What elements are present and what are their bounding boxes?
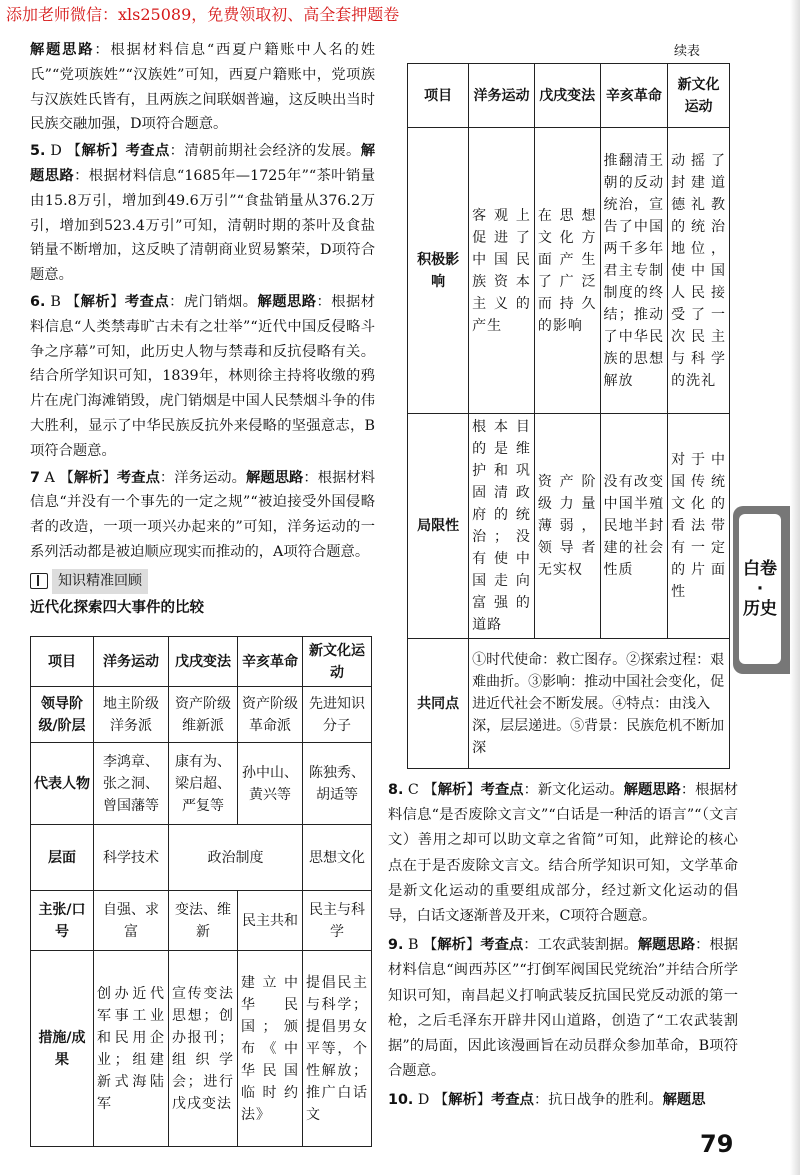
- table-cell: 地主阶级洋务派: [94, 687, 169, 743]
- row-label: 主张/口号: [31, 891, 94, 951]
- watermark-text: 添加老师微信：xls25089，免费领取初、高全套押题卷: [6, 5, 400, 24]
- comparison-table: [30, 636, 372, 1147]
- answer-7: 7 A 【解析】考查点：洋务运动。解题思路：根据材料信息“并没有一个事先的一定之规”“被迫接受外国侵略者的改造，一项一项兴办起来的”可知，洋务运动的一系列活动都是被迫顺应现实而推动的，A项符合题意。: [30, 469, 376, 560]
- row-label: 代表人物: [31, 743, 94, 825]
- answer-8: 8. C 【解析】考查点：新文化运动。解题思路：根据材料信息“是否废除文言文”“白话是一种活的语言”“（文言文）善用之却可以助文章之省简”可知，此辩论的核心点在于是否废除文言文。结合所学知识可知，文学革命是新文化运动的重要组成部分，经过新文化运动的倡导，白话文逐渐普及开来，C项符合题意。: [388, 782, 739, 925]
- table-header-cell: 辛亥革命: [238, 637, 303, 687]
- table-cell: 李鸿章、张之洞、曾国藩等: [94, 743, 169, 825]
- side-tab-line2: 历史: [743, 599, 777, 619]
- table-header-cell: 戊戌变法: [169, 637, 238, 687]
- table-cell: 提倡民主与科学；提倡男女平等，个性解放；推广白话文: [303, 951, 372, 1147]
- row-label: 积极影响: [408, 128, 469, 414]
- table-title: 近代化探索四大事件的比较: [30, 599, 204, 616]
- row-label: 领导阶级/阶层: [31, 687, 94, 743]
- continued-label: 续表: [673, 44, 700, 59]
- table-cell: ①时代使命：救亡图存。②探索过程：艰难曲折。③影响：推动中国社会变化，促进近代社会不断发展。④特点：由浅入深，层层递进。⑤背景：民族危机不断加深: [469, 639, 730, 769]
- section-header: [30, 569, 375, 594]
- row-label: 共同点: [408, 639, 469, 769]
- side-tab-line1: 白卷: [743, 559, 777, 579]
- table-cell: 没有改变中国半殖民地半封建的社会性质: [600, 414, 668, 639]
- table-cell: 宣传变法思想；创办报刊；组织学会；进行戊戌变法: [169, 951, 238, 1147]
- answer-6: 6. B 【解析】考查点：虎门销烟。解题思路：根据材料信息“人类禁毒旷古未有之壮举”“近代中国反侵略斗争之序幕”可知，此历史人物与禁毒和反抗侵略有关。结合所学知识可知，1839年，林则徐主持将收缴的鸦片在虎门海滩销毁，虎门销烟是中国人民禁烟斗争的伟大胜利，显示了中华民族反抗外来侵略的坚强意志，B项符合题意。: [30, 293, 376, 459]
- table-cell: 对于中国传统文化的看法带有一定的片面性: [668, 414, 730, 639]
- comparison-table-continued: [407, 63, 730, 769]
- table-cell: 根本目的是维护和巩固清政府的统治；没有使中国走向富强的道路: [469, 414, 535, 639]
- table-cell: 在思想文化方面产生了广泛而持久的影响: [534, 128, 600, 414]
- table-header-cell: 新文化运动: [668, 64, 730, 128]
- table-cell: 民主共和: [238, 891, 303, 951]
- subject-side-tab: [733, 506, 793, 674]
- table-cell: 科学技术: [94, 825, 169, 891]
- table-cell: 康有为、梁启超、严复等: [169, 743, 238, 825]
- section-label: 知识精准回顾: [52, 569, 148, 594]
- answer-5: 5. D 【解析】考查点：清朝前期社会经济的发展。解题思路：根据材料信息“1685年—1725年”“茶叶销量由15.8万引，增加到49.6万引”“食盐销量从376.2万引，增加到523.4万引”可知，清朝时期的茶叶及食盐销量不断增加，这反映了清朝商业贸易繁荣，D项符合题意。: [30, 143, 376, 284]
- table-cell: 思想文化: [303, 825, 372, 891]
- table-cell: 先进知识分子: [303, 687, 372, 743]
- table-cell: 资产阶级革命派: [238, 687, 303, 743]
- table-header-cell: 项目: [408, 64, 469, 128]
- table-cell: 动摇了封建道德礼教的统治地位，使中国人民接受了一次民主与科学的洗礼: [668, 128, 730, 414]
- table-header-cell: 戊戌变法: [534, 64, 600, 128]
- table-header-cell: 项目: [31, 637, 94, 687]
- right-answers: [388, 778, 738, 1114]
- answer-paragraph: 解题思路：根据材料信息“西夏户籍账中人名的姓氏”“党项族姓”“汉族姓”可知，西夏户籍账中，党项族与汉族姓氏皆有，且两族之间联姻普遍，这反映出当时民族交融加强，D项符合题意。: [30, 42, 376, 133]
- table-header-cell: 洋务运动: [469, 64, 535, 128]
- row-label: 层面: [31, 825, 94, 891]
- page-edge-shadow: [790, 0, 800, 1175]
- row-label: 局限性: [408, 414, 469, 639]
- table-cell: 变法、维新: [169, 891, 238, 951]
- table-cell: 客观上促进了中国民族资本主义的产生: [469, 128, 535, 414]
- answer-9: 9. B 【解析】考查点：工农武装割据。解题思路：根据材料信息“闽西苏区”“打倒军阀国民党统治”并结合所学知识可知，南昌起义打响武装反抗国民党反动派的第一枪，之后毛泽东开辟井冈山道路，创造了“工农武装割据”的局面，因此该漫画旨在动员群众参加革命，B项符合题意。: [388, 937, 739, 1080]
- right-column: [388, 40, 740, 65]
- table-cell: 建立中华民国；颁布《中华民国临时约法》: [238, 951, 303, 1147]
- answer-10: 10. D 【解析】考查点：抗日战争的胜利。解题思: [388, 1092, 706, 1109]
- book-icon: [30, 573, 48, 589]
- table-cell: 孙中山、黄兴等: [238, 743, 303, 825]
- page-number: 79: [700, 1130, 734, 1158]
- table-cell: 民主与科学: [303, 891, 372, 951]
- table-cell: 创办近代军事工业和民用企业；组建新式海陆军: [94, 951, 169, 1147]
- table-cell: 资产阶级维新派: [169, 687, 238, 743]
- table-cell: 政治制度: [169, 825, 303, 891]
- table-header-cell: 洋务运动: [94, 637, 169, 687]
- left-column: [30, 38, 375, 628]
- table-header-cell: 新文化运动: [303, 637, 372, 687]
- side-tab-dot: ·: [756, 579, 764, 599]
- table-cell: 资产阶级力量薄弱，领导者无实权: [534, 414, 600, 639]
- table-cell: 推翻清王朝的反动统治，宣告了中国两千多年君主专制制度的终结；推动了中华民族的思想解放: [600, 128, 668, 414]
- row-label: 措施/成果: [31, 951, 94, 1147]
- table-header-cell: 辛亥革命: [600, 64, 668, 128]
- table-cell: 陈独秀、胡适等: [303, 743, 372, 825]
- table-cell: 自强、求富: [94, 891, 169, 951]
